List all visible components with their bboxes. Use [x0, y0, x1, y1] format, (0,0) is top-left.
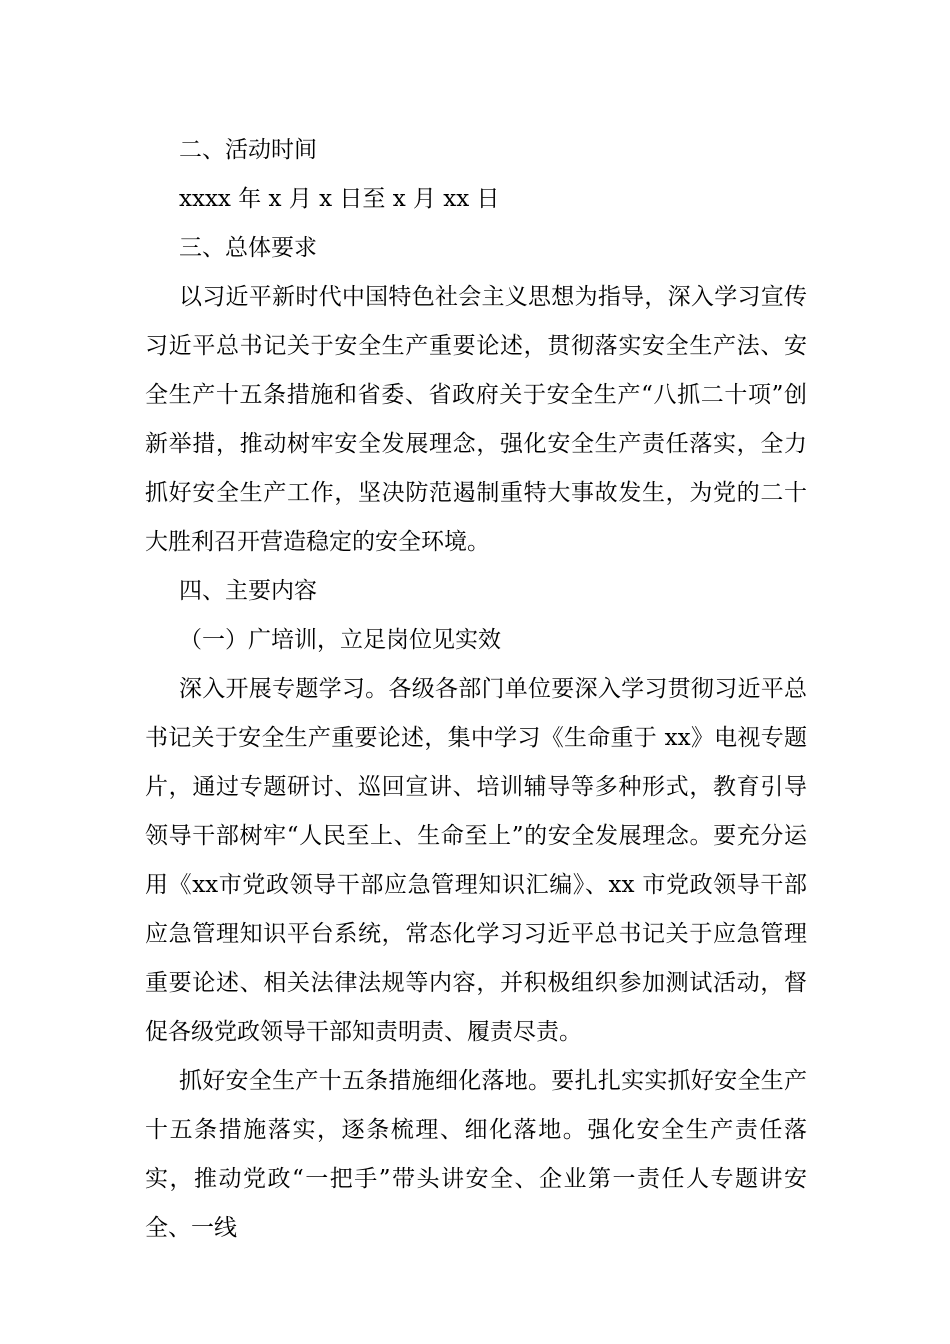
document-body	[145, 126, 807, 1253]
subsection-heading-training: （一）广培训，立足岗位见实效	[179, 627, 501, 653]
paragraph-special-study: 深入开展专题学习。各级各部门单位要深入学习贯彻习近平总书记关于安全生产重要论述，集中学习《生命重于 xx》电视专题片，通过专题研讨、巡回宣讲、培训辅导等多种形式，教育引导领导干部树牢“人民至上、生命至上”的安全发展理念。要充分运用《xx市党政领导干部应急管理知识汇编》、xx 市党政领导干部应急管理知识平台系统，常态化学习习近平总书记关于应急管理重要论述、相关法律法规等内容，并积极组织参加测试活动，督促各级党政领导干部知责明责、履责尽责。	[145, 676, 807, 1045]
section-heading-general-requirements: 三、总体要求	[179, 235, 317, 261]
paragraph-general-requirements: 以习近平新时代中国特色社会主义思想为指导，深入学习宣传习近平总书记关于安全生产重要论述，贯彻落实安全生产法、安全生产十五条措施和省委、省政府关于安全生产“八抓二十项”创新举措，推动树牢安全发展理念，强化安全生产责任落实，全力抓好安全生产工作，坚决防范遏制重特大事故发生，为党的二十大胜利召开营造稳定的安全环境。	[145, 284, 807, 555]
activity-date-range: xxxx 年 x 月 x 日至 x 月 xx 日	[179, 186, 500, 212]
paragraph-fifteen-measures: 抓好安全生产十五条措施细化落地。要扎扎实实抓好安全生产十五条措施落实，逐条梳理、细化落地。强化安全生产责任落实，推动党政“一把手”带头讲安全、企业第一责任人专题讲安全、一线	[145, 1068, 807, 1241]
section-heading-main-content: 四、主要内容	[179, 578, 317, 604]
section-heading-activity-time: 二、活动时间	[179, 137, 317, 163]
